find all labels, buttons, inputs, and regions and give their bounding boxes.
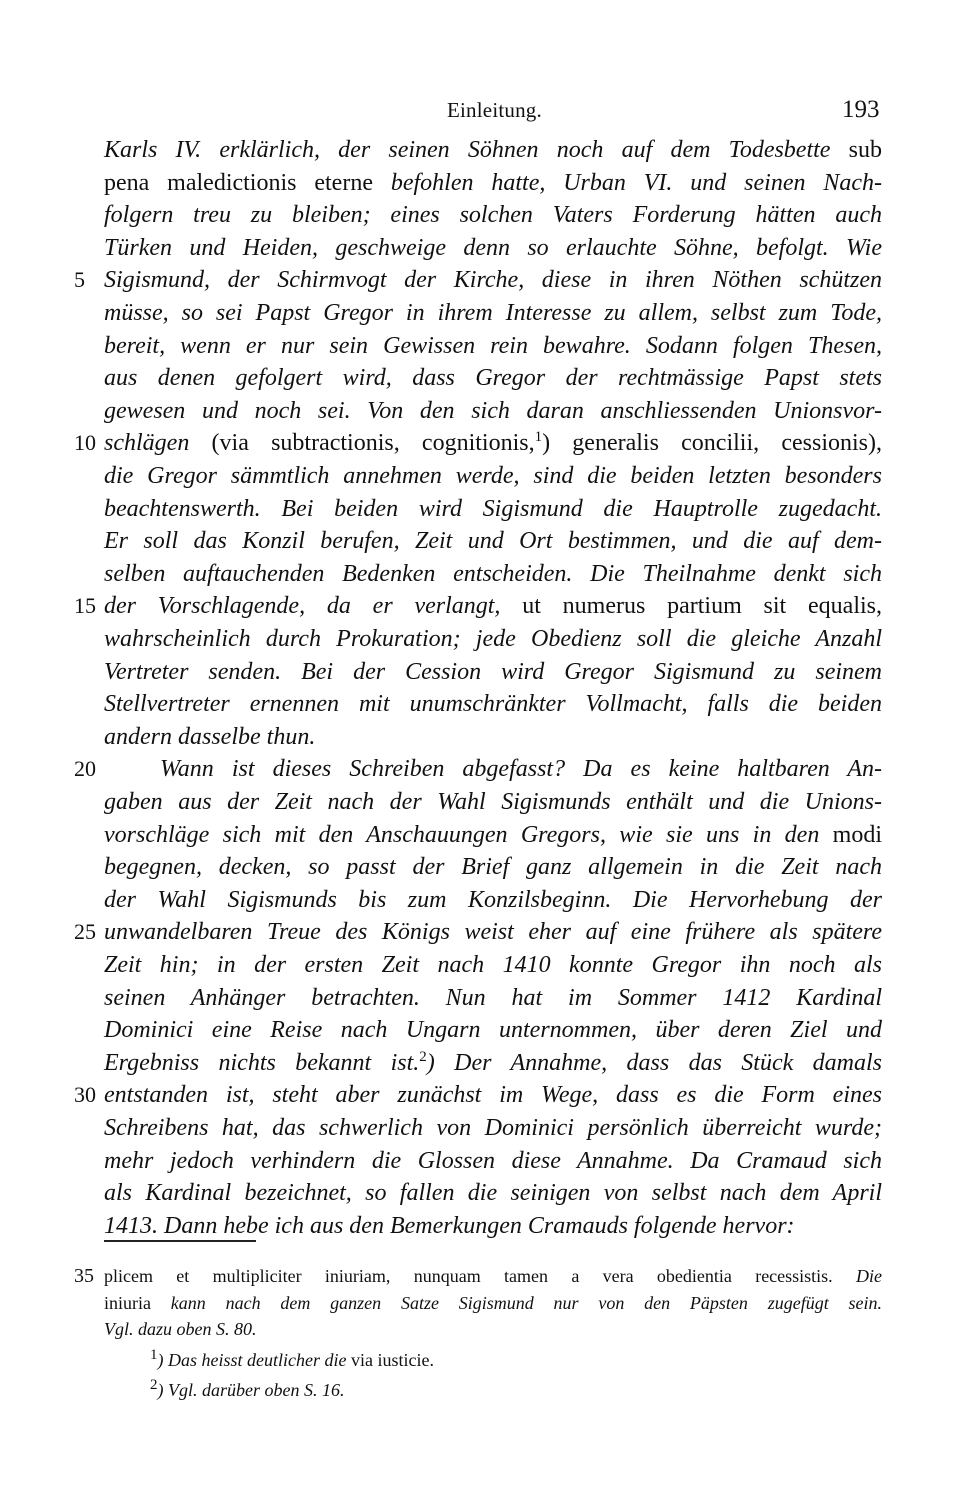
text-run: befohlen hatte, Urban VI. und seinen Nach- <box>390 170 882 196</box>
text-run: kann nach dem ganzen Satze Sigismund nur von den Päpsten zugefügt sein. <box>170 1293 882 1313</box>
footnote-line <box>104 1316 882 1342</box>
line-number: 35 <box>74 1265 94 1287</box>
text-line <box>104 916 882 948</box>
text-line <box>104 1047 882 1079</box>
text-line <box>104 558 882 590</box>
text-run: der Wahl Sigismunds bis zum Konzilsbeginn. Die Hervorhebung der <box>104 887 882 913</box>
text-run: müsse, so sei Papst Gregor in ihrem Interesse zu allem, selbst zum Tode, <box>104 300 882 326</box>
text-run: folgern treu zu bleiben; eines solchen Vaters Forderung hätten auch <box>104 202 882 228</box>
text-line <box>104 590 882 622</box>
footnote-line <box>104 1263 882 1289</box>
text-run: aus denen gefolgert wird, dass Gregor der rechtmässige Papst stets <box>104 365 882 391</box>
text-run: iniuria <box>104 1293 171 1313</box>
text-run: Türken und Heiden, geschweige denn so erlauchte Söhne, befolgt. Wie <box>104 235 882 261</box>
text-run: Ergebniss nichts bekannt ist. <box>104 1050 420 1076</box>
text-run: Schreibens hat, das schwerlich von Dominici persönlich überreicht wurde; <box>104 1115 882 1141</box>
text-run: Die <box>856 1266 882 1286</box>
text-line <box>104 1145 882 1177</box>
text-line <box>104 232 882 264</box>
footnote-separator-rule <box>104 1240 256 1242</box>
text-line <box>104 1210 882 1242</box>
text-run: via iusticie. <box>350 1350 434 1370</box>
page-number: 193 <box>842 96 880 123</box>
text-run: Zeit hin; in der ersten Zeit nach 1410 konnte Gregor ihn noch als <box>104 952 882 978</box>
text-run: plicem et multipliciter iniuriam, nunquam tamen a vera obedientia recessistis. <box>104 1266 856 1286</box>
text-line <box>104 656 882 688</box>
text-run: Karls IV. erklärlich, der seinen Söhnen noch auf dem Todesbette <box>104 137 849 163</box>
text-line <box>104 460 882 492</box>
text-line <box>104 688 882 720</box>
text-line <box>104 721 882 753</box>
text-run: andern dasselbe thun. <box>104 724 316 750</box>
text-run: ut numerus partium sit equalis, <box>522 593 882 619</box>
line-number: 5 <box>74 267 85 292</box>
text-run: bereit, wenn er nur sein Gewissen rein bewahre. Sodann folgen Thesen, <box>104 333 882 359</box>
footnote-marker: 2 <box>150 1377 158 1393</box>
text-line <box>104 1014 882 1046</box>
footnote-line <box>104 1290 882 1316</box>
text-run: pena maledictionis eterne <box>104 170 391 196</box>
text-run: schlägen <box>104 430 212 456</box>
text-line <box>104 1079 882 1111</box>
text-run: wahrscheinlich durch Prokuration; jede Obedienz soll die gleiche Anzahl <box>104 626 882 652</box>
footnote-marker: 1 <box>534 429 543 445</box>
text-line <box>104 167 882 199</box>
text-line <box>104 395 882 427</box>
line-number: 30 <box>74 1082 96 1107</box>
text-run: als Kardinal bezeichnet, so fallen die seinigen von selbst nach dem April <box>104 1180 882 1206</box>
line-number: 15 <box>74 593 96 618</box>
text-line <box>104 982 882 1014</box>
text-line <box>104 525 882 557</box>
line-number: 20 <box>74 756 96 781</box>
text-run: gaben aus der Zeit nach der Wahl Sigismunds enthält und die Unions- <box>104 789 882 815</box>
text-line <box>104 297 882 329</box>
footnote <box>150 1377 344 1403</box>
text-line <box>104 1112 882 1144</box>
text-run: ) Vgl. darüber oben S. 16. <box>157 1380 345 1400</box>
text-run: (via subtractionis, cognitionis, <box>211 430 535 456</box>
text-run: gewesen und noch sei. Von den sich daran anschliessenden Unionsvor- <box>104 398 882 424</box>
footnote-marker: 1 <box>150 1347 158 1363</box>
text-run: modi <box>832 822 882 848</box>
text-run: Vgl. dazu oben S. 80. <box>104 1319 257 1339</box>
text-line <box>104 427 882 459</box>
text-line <box>104 786 882 818</box>
text-run: seinen Anhänger betrachten. Nun hat im Sommer 1412 Kardinal <box>104 985 882 1011</box>
text-run: begegnen, decken, so passt der Brief ganz allgemein in die Zeit nach <box>104 854 882 880</box>
text-line <box>104 362 882 394</box>
text-line <box>104 623 882 655</box>
text-run: entstanden ist, steht aber zunächst im Wege, dass es die Form eines <box>104 1082 882 1108</box>
text-line <box>104 264 882 296</box>
line-number: 10 <box>74 430 96 455</box>
text-run: unwandelbaren Treue des Königs weist eher auf eine frühere als spätere <box>104 919 882 945</box>
text-run: Sigismund, der Schirmvogt der Kirche, diese in ihren Nöthen schützen <box>104 267 882 293</box>
text-run: ) Das heisst deutlicher die <box>157 1350 351 1370</box>
text-run: selben auftauchenden Bedenken entscheiden. Die Theilnahme denkt sich <box>104 561 882 587</box>
text-run: Wann ist dieses Schreiben abgefasst? Da es keine haltbaren An- <box>160 756 882 782</box>
text-run: die Gregor sämmtlich annehmen werde, sind die beiden letzten besonders <box>104 463 882 489</box>
text-line <box>104 884 882 916</box>
footnote-marker: 2 <box>419 1049 427 1065</box>
text-line <box>104 330 882 362</box>
text-run: Er soll das Konzil berufen, Zeit und Ort bestimmen, und die auf dem- <box>104 528 882 554</box>
text-line <box>104 851 882 883</box>
text-line <box>104 134 882 166</box>
text-line <box>160 753 882 785</box>
line-number: 25 <box>74 919 96 944</box>
text-run: vorschläge sich mit den Anschauungen Gregors, wie sie uns in den <box>104 822 833 848</box>
text-run: Vertreter senden. Bei der Cession wird Gregor Sigismund zu seinem <box>104 659 882 685</box>
text-line <box>104 819 882 851</box>
footnote <box>150 1347 434 1373</box>
text-line <box>104 493 882 525</box>
text-run: der Vorschlagende, da er verlangt, <box>104 593 523 619</box>
text-run: Dominici eine Reise nach Ungarn unternommen, über deren Ziel und <box>104 1017 882 1043</box>
text-run: sub <box>848 137 882 163</box>
text-line <box>104 199 882 231</box>
text-run: ) Der Annahme, dass das Stück damals <box>426 1050 883 1076</box>
text-run: ) generalis concilii, cessionis), <box>542 430 882 456</box>
text-line <box>104 949 882 981</box>
text-line <box>104 1177 882 1209</box>
text-run: mehr jedoch verhindern die Glossen diese Annahme. Da Cramaud sich <box>104 1148 882 1174</box>
text-run: Stellvertreter ernennen mit unumschränkter Vollmacht, falls die beiden <box>104 691 882 717</box>
text-run: beachtenswerth. Bei beiden wird Sigismund die Hauptrolle zugedacht. <box>104 496 882 522</box>
text-run: 1413. Dann hebe ich aus den Bemerkungen Cramauds folgende hervor: <box>104 1213 795 1239</box>
running-header: Einleitung. <box>447 98 542 122</box>
